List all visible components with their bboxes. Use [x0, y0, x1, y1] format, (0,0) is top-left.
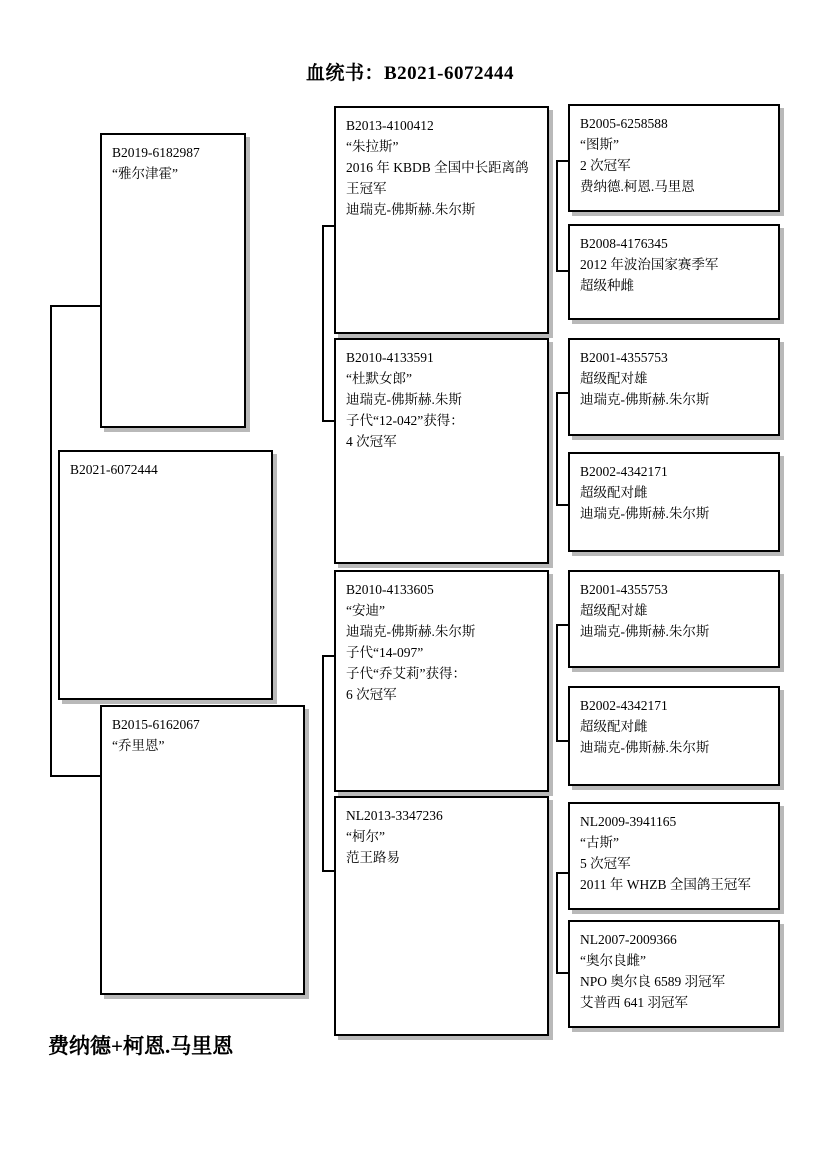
pedigree-box-dam[interactable]: B2015-6162067 “乔里恩”	[100, 705, 305, 995]
pedigree-box-dam-dam-sire[interactable]: NL2009-3941165 “古斯” 5 次冠军 2011 年 WHZB 全国鸽王冠军	[568, 802, 780, 910]
connector-sd-gen3-vertical	[556, 392, 558, 504]
pedigree-box-sire-sire-dam[interactable]: B2008-4176345 2012 年波治国家赛季军 超级种雌	[568, 224, 780, 320]
connector-dam-gen2-vertical	[322, 655, 324, 870]
pedigree-box-dam-sire-dam[interactable]: B2002-4342171 超级配对雌 迪瑞克-佛斯赫.朱尔斯	[568, 686, 780, 786]
connector-subject-sire	[50, 305, 102, 307]
pedigree-box-dam-sire[interactable]: B2010-4133605 “安迪” 迪瑞克-佛斯赫.朱尔斯 子代“14-097” 子代“乔艾莉”获得： 6 次冠军	[334, 570, 549, 792]
pedigree-box-sire-dam-dam[interactable]: B2002-4342171 超级配对雌 迪瑞克-佛斯赫.朱尔斯	[568, 452, 780, 552]
connector-ss-gen3-vertical	[556, 160, 558, 270]
connector-sire-gen2-vertical	[322, 225, 324, 420]
connector-subject-gen1-vertical	[50, 305, 52, 775]
breeder-footer: 费纳德+柯恩.马里恩	[48, 1034, 234, 1058]
connector-subject-dam	[50, 775, 102, 777]
pedigree-box-sire-sire[interactable]: B2013-4100412 “朱拉斯” 2016 年 KBDB 全国中长距离鸽 王冠军 迪瑞克-佛斯赫.朱尔斯	[334, 106, 549, 334]
pedigree-box-sire[interactable]: B2019-6182987 “雅尔津霍”	[100, 133, 246, 428]
pedigree-box-subject[interactable]: B2021-6072444	[58, 450, 273, 700]
pedigree-box-dam-dam[interactable]: NL2013-3347236 “柯尔” 范王路易	[334, 796, 549, 1036]
page-title: 血统书：B2021-6072444	[305, 63, 514, 84]
pedigree-box-dam-dam-dam[interactable]: NL2007-2009366 “奥尔良雌” NPO 奥尔良 6589 羽冠军 艾普西 641 羽冠军	[568, 920, 780, 1028]
connector-ds-gen3-vertical	[556, 624, 558, 740]
pedigree-box-sire-dam[interactable]: B2010-4133591 “杜默女郎” 迪瑞克-佛斯赫.朱斯 子代“12-042”获得： 4 次冠军	[334, 338, 549, 564]
connector-dd-gen3-vertical	[556, 872, 558, 972]
pedigree-box-sire-sire-sire[interactable]: B2005-6258588 “图斯” 2 次冠军 费纳德.柯恩.马里恩	[568, 104, 780, 212]
pedigree-box-dam-sire-sire[interactable]: B2001-4355753 超级配对雄 迪瑞克-佛斯赫.朱尔斯	[568, 570, 780, 668]
pedigree-box-sire-dam-sire[interactable]: B2001-4355753 超级配对雄 迪瑞克-佛斯赫.朱尔斯	[568, 338, 780, 436]
